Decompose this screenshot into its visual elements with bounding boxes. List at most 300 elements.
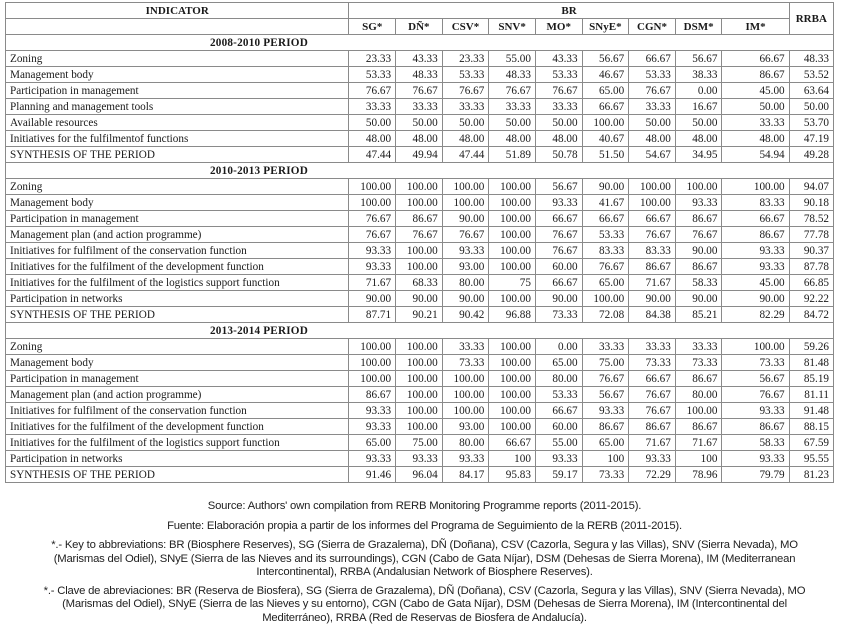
table-row [6, 115, 834, 131]
value-cell: 65.00 [582, 83, 629, 99]
indicator-subheader-blank [6, 19, 349, 35]
value-cell: 48.00 [489, 131, 536, 147]
rrba-value-cell: 78.52 [789, 211, 833, 227]
rrba-value-cell: 91.48 [789, 403, 833, 419]
value-cell: 100.00 [349, 339, 396, 355]
value-cell: 48.00 [349, 131, 396, 147]
value-cell: 75 [489, 275, 536, 291]
rrba-value-cell: 67.59 [789, 435, 833, 451]
value-cell: 76.67 [629, 403, 676, 419]
table-notes [0, 500, 849, 631]
value-cell: 86.67 [629, 419, 676, 435]
value-cell: 100.00 [442, 179, 489, 195]
indicator-label: Zoning [6, 179, 349, 195]
column-header: CSV* [442, 19, 489, 35]
value-cell: 93.33 [722, 243, 789, 259]
table-row [6, 467, 834, 483]
value-cell: 93.33 [349, 451, 396, 467]
value-cell: 54.67 [629, 147, 676, 163]
table-row [6, 227, 834, 243]
value-cell: 90.00 [582, 179, 629, 195]
source-spanish: Fuente: Elaboración propia a partir de los informes del Programa de Seguimiento de la RERB (2011-2015). [167, 519, 682, 532]
value-cell: 93.33 [675, 195, 722, 211]
table-row [6, 99, 834, 115]
value-cell: 33.33 [489, 99, 536, 115]
value-cell: 100 [582, 451, 629, 467]
value-cell: 73.33 [442, 355, 489, 371]
value-cell: 76.67 [349, 211, 396, 227]
value-cell: 58.33 [722, 435, 789, 451]
value-cell: 93.33 [349, 419, 396, 435]
abbreviation-key-spanish: *.- Clave de abreviaciones: BR (Reserva de Biosfera), SG (Sierra de Grazalema), DÑ (Doñana), CSV (Cazorla, Segura y las Villas), SNV (Sierra Nevada), MO (Marismas del Odiel), SNyE (Sierra de las Nieves y su entorno), CGN (Cabo de Gata Níjar), DSM (Dehesas de Sierra Morena), IM (Intercontinental del Mediterráneo), RRBA (Red de Reservas de Biosfera de Andalucía). [43, 584, 806, 624]
value-cell: 65.00 [535, 355, 582, 371]
value-cell: 80.00 [535, 371, 582, 387]
value-cell: 90.42 [442, 307, 489, 323]
indicator-label: Participation in management [6, 371, 349, 387]
indicator-label: Management body [6, 355, 349, 371]
value-cell: 50.00 [489, 115, 536, 131]
table-row [6, 419, 834, 435]
value-cell: 80.00 [675, 387, 722, 403]
value-cell: 40.67 [582, 131, 629, 147]
value-cell: 100 [489, 451, 536, 467]
value-cell: 50.00 [396, 115, 443, 131]
table-body [6, 35, 834, 483]
table-row [6, 435, 834, 451]
value-cell: 66.67 [489, 435, 536, 451]
value-cell: 100.00 [629, 195, 676, 211]
value-cell: 90.00 [675, 291, 722, 307]
rrba-value-cell: 49.28 [789, 147, 833, 163]
table-row [6, 243, 834, 259]
value-cell: 56.67 [535, 179, 582, 195]
value-cell: 51.50 [582, 147, 629, 163]
value-cell: 59.17 [535, 467, 582, 483]
value-cell: 48.00 [675, 131, 722, 147]
value-cell: 33.33 [396, 99, 443, 115]
value-cell: 100.00 [489, 179, 536, 195]
value-cell: 84.17 [442, 467, 489, 483]
value-cell: 53.33 [442, 67, 489, 83]
value-cell: 33.33 [442, 99, 489, 115]
indicator-label: SYNTHESIS OF THE PERIOD [6, 467, 349, 483]
value-cell: 76.67 [582, 259, 629, 275]
value-cell: 93.00 [442, 259, 489, 275]
value-cell: 48.00 [629, 131, 676, 147]
indicators-table [5, 2, 834, 483]
table-row [6, 195, 834, 211]
value-cell: 75.00 [396, 435, 443, 451]
value-cell: 56.67 [582, 387, 629, 403]
value-cell: 76.67 [396, 227, 443, 243]
value-cell: 50.00 [629, 115, 676, 131]
rrba-value-cell: 90.18 [789, 195, 833, 211]
value-cell: 100.00 [582, 291, 629, 307]
indicator-label: Available resources [6, 115, 349, 131]
value-cell: 96.88 [489, 307, 536, 323]
value-cell: 100.00 [489, 227, 536, 243]
indicator-label: Initiatives for the fulfilment of the logistics support function [6, 275, 349, 291]
indicator-label: Participation in management [6, 211, 349, 227]
value-cell: 47.44 [442, 147, 489, 163]
value-cell: 86.67 [349, 387, 396, 403]
value-cell: 60.00 [535, 259, 582, 275]
value-cell: 100.00 [489, 371, 536, 387]
rrba-value-cell: 53.52 [789, 67, 833, 83]
value-cell: 100.00 [442, 371, 489, 387]
value-cell: 56.67 [582, 51, 629, 67]
rrba-value-cell: 59.26 [789, 339, 833, 355]
value-cell: 86.67 [675, 211, 722, 227]
header-row-columns [6, 19, 834, 35]
value-cell: 100.00 [396, 387, 443, 403]
table-row [6, 147, 834, 163]
value-cell: 93.33 [349, 403, 396, 419]
value-cell: 83.33 [722, 195, 789, 211]
value-cell: 38.33 [675, 67, 722, 83]
value-cell: 100.00 [396, 195, 443, 211]
value-cell: 60.00 [535, 419, 582, 435]
value-cell: 100.00 [675, 403, 722, 419]
value-cell: 93.33 [442, 243, 489, 259]
value-cell: 86.67 [722, 67, 789, 83]
table-row [6, 371, 834, 387]
value-cell: 100.00 [349, 371, 396, 387]
period-title: 2010-2013 PERIOD [6, 163, 834, 179]
rrba-value-cell: 48.33 [789, 51, 833, 67]
value-cell: 100.00 [396, 419, 443, 435]
value-cell: 100.00 [629, 179, 676, 195]
indicator-header: INDICATOR [6, 3, 349, 19]
value-cell: 65.00 [349, 435, 396, 451]
value-cell: 100.00 [489, 387, 536, 403]
value-cell: 72.08 [582, 307, 629, 323]
value-cell: 53.33 [629, 67, 676, 83]
column-header: DSM* [675, 19, 722, 35]
value-cell: 90.21 [396, 307, 443, 323]
value-cell: 93.33 [535, 195, 582, 211]
table-row [6, 403, 834, 419]
value-cell: 100.00 [349, 355, 396, 371]
value-cell: 45.00 [722, 83, 789, 99]
value-cell: 100.00 [489, 211, 536, 227]
rrba-value-cell: 50.00 [789, 99, 833, 115]
period-title: 2013-2014 PERIOD [6, 323, 834, 339]
value-cell: 86.67 [722, 227, 789, 243]
table-row [6, 179, 834, 195]
indicator-label: Zoning [6, 339, 349, 355]
value-cell: 84.38 [629, 307, 676, 323]
value-cell: 0.00 [535, 339, 582, 355]
value-cell: 76.67 [629, 387, 676, 403]
indicator-label: Management body [6, 195, 349, 211]
value-cell: 86.67 [629, 259, 676, 275]
value-cell: 56.67 [722, 371, 789, 387]
value-cell: 50.00 [535, 115, 582, 131]
value-cell: 100.00 [442, 387, 489, 403]
value-cell: 58.33 [675, 275, 722, 291]
indicator-label: Initiatives for the fulfilment of the development function [6, 419, 349, 435]
value-cell: 72.29 [629, 467, 676, 483]
table-row [6, 291, 834, 307]
value-cell: 54.94 [722, 147, 789, 163]
value-cell: 96.04 [396, 467, 443, 483]
column-header: MO* [535, 19, 582, 35]
table-row [6, 51, 834, 67]
value-cell: 80.00 [442, 275, 489, 291]
value-cell: 79.79 [722, 467, 789, 483]
value-cell: 53.33 [349, 67, 396, 83]
rrba-value-cell: 66.85 [789, 275, 833, 291]
rrba-value-cell: 47.19 [789, 131, 833, 147]
value-cell: 90.00 [349, 291, 396, 307]
indicator-label: Initiatives for the fulfilmentof functions [6, 131, 349, 147]
rrba-value-cell: 92.22 [789, 291, 833, 307]
value-cell: 55.00 [489, 51, 536, 67]
value-cell: 93.33 [442, 451, 489, 467]
value-cell: 83.33 [629, 243, 676, 259]
value-cell: 100.00 [396, 355, 443, 371]
value-cell: 80.00 [442, 435, 489, 451]
value-cell: 90.00 [535, 291, 582, 307]
value-cell: 86.67 [722, 419, 789, 435]
value-cell: 33.33 [442, 339, 489, 355]
rrba-value-cell: 87.78 [789, 259, 833, 275]
value-cell: 86.67 [675, 259, 722, 275]
value-cell: 50.78 [535, 147, 582, 163]
value-cell: 76.67 [675, 227, 722, 243]
value-cell: 66.67 [722, 211, 789, 227]
value-cell: 53.33 [535, 387, 582, 403]
indicator-label: SYNTHESIS OF THE PERIOD [6, 147, 349, 163]
period-header-row [6, 323, 834, 339]
value-cell: 76.67 [349, 227, 396, 243]
table-row [6, 339, 834, 355]
table-row [6, 275, 834, 291]
value-cell: 76.67 [489, 83, 536, 99]
value-cell: 100.00 [675, 179, 722, 195]
value-cell: 66.67 [629, 211, 676, 227]
rrba-header: RRBA [789, 3, 833, 35]
table-row [6, 131, 834, 147]
table-row [6, 83, 834, 99]
rrba-value-cell: 90.37 [789, 243, 833, 259]
value-cell: 93.33 [582, 403, 629, 419]
column-header: SNV* [489, 19, 536, 35]
period-header-row [6, 163, 834, 179]
indicator-label: Initiatives for the fulfilment of the logistics support function [6, 435, 349, 451]
value-cell: 100.00 [722, 339, 789, 355]
indicator-label: Planning and management tools [6, 99, 349, 115]
indicator-label: Management plan (and action programme) [6, 227, 349, 243]
table-row [6, 67, 834, 83]
value-cell: 34.95 [675, 147, 722, 163]
value-cell: 66.67 [629, 371, 676, 387]
value-cell: 73.33 [629, 355, 676, 371]
value-cell: 86.67 [675, 371, 722, 387]
indicator-label: Zoning [6, 51, 349, 67]
rrba-value-cell: 95.55 [789, 451, 833, 467]
indicator-label: Management plan (and action programme) [6, 387, 349, 403]
value-cell: 100.00 [396, 371, 443, 387]
value-cell: 68.33 [396, 275, 443, 291]
value-cell: 43.33 [396, 51, 443, 67]
value-cell: 93.33 [349, 259, 396, 275]
value-cell: 100.00 [489, 195, 536, 211]
value-cell: 83.33 [582, 243, 629, 259]
value-cell: 76.67 [629, 83, 676, 99]
value-cell: 33.33 [675, 339, 722, 355]
value-cell: 100.00 [349, 179, 396, 195]
value-cell: 100.00 [582, 115, 629, 131]
value-cell: 76.67 [722, 387, 789, 403]
abbreviation-key-english: *.- Key to abbreviations: BR (Biosphere Reserves), SG (Sierra de Grazalema), DÑ (Doñana), CSV (Cazorla, Segura y las Villas), SNV (Sierra Nevada), MO (Marismas del Odiel), SNyE (Sierra de las Nieves and its surroundings), CGN (Cabo de Gata Níjar), DSM (Dehesas de Sierra Morena), IM (Mediterranean Intercontinental), RRBA (Andalusian Network of Biosphere Reserves). [51, 539, 798, 578]
column-header: IM* [722, 19, 789, 35]
value-cell: 82.29 [722, 307, 789, 323]
value-cell: 66.67 [582, 211, 629, 227]
value-cell: 86.67 [396, 211, 443, 227]
indicator-label: Participation in networks [6, 451, 349, 467]
value-cell: 48.00 [535, 131, 582, 147]
value-cell: 73.33 [722, 355, 789, 371]
header-row-top [6, 3, 834, 19]
value-cell: 100.00 [722, 179, 789, 195]
value-cell: 100.00 [396, 403, 443, 419]
value-cell: 48.33 [396, 67, 443, 83]
value-cell: 100.00 [489, 243, 536, 259]
value-cell: 86.67 [582, 419, 629, 435]
value-cell: 90.00 [629, 291, 676, 307]
value-cell: 73.33 [582, 467, 629, 483]
value-cell: 48.00 [396, 131, 443, 147]
table-row [6, 307, 834, 323]
value-cell: 100.00 [442, 403, 489, 419]
value-cell: 93.33 [722, 259, 789, 275]
rrba-value-cell: 94.07 [789, 179, 833, 195]
value-cell: 43.33 [535, 51, 582, 67]
value-cell: 76.67 [349, 83, 396, 99]
value-cell: 48.00 [442, 131, 489, 147]
value-cell: 90.00 [396, 291, 443, 307]
rrba-value-cell: 53.70 [789, 115, 833, 131]
rrba-value-cell: 81.11 [789, 387, 833, 403]
value-cell: 73.33 [675, 355, 722, 371]
value-cell: 33.33 [582, 339, 629, 355]
value-cell: 100.00 [489, 259, 536, 275]
value-cell: 66.67 [722, 51, 789, 67]
table-row [6, 355, 834, 371]
value-cell: 78.96 [675, 467, 722, 483]
value-cell: 90.00 [675, 243, 722, 259]
value-cell: 47.44 [349, 147, 396, 163]
value-cell: 33.33 [629, 99, 676, 115]
indicator-label: Participation in management [6, 83, 349, 99]
value-cell: 76.67 [535, 227, 582, 243]
table-row [6, 387, 834, 403]
source-english: Source: Authors' own compilation from RERB Monitoring Programme reports (2011-2015). [207, 500, 642, 512]
value-cell: 65.00 [582, 275, 629, 291]
table-row [6, 259, 834, 275]
value-cell: 93.33 [629, 451, 676, 467]
value-cell: 100.00 [396, 339, 443, 355]
period-header-row [6, 35, 834, 51]
value-cell: 91.46 [349, 467, 396, 483]
value-cell: 93.33 [535, 451, 582, 467]
value-cell: 87.71 [349, 307, 396, 323]
value-cell: 100.00 [396, 259, 443, 275]
value-cell: 90.00 [722, 291, 789, 307]
rrba-value-cell: 63.64 [789, 83, 833, 99]
value-cell: 66.67 [582, 99, 629, 115]
value-cell: 48.00 [722, 131, 789, 147]
value-cell: 55.00 [535, 435, 582, 451]
indicator-label: SYNTHESIS OF THE PERIOD [6, 307, 349, 323]
value-cell: 100 [675, 451, 722, 467]
value-cell: 45.00 [722, 275, 789, 291]
value-cell: 73.33 [535, 307, 582, 323]
value-cell: 66.67 [535, 211, 582, 227]
value-cell: 100.00 [396, 179, 443, 195]
rrba-value-cell: 81.48 [789, 355, 833, 371]
value-cell: 100.00 [489, 339, 536, 355]
value-cell: 93.33 [722, 403, 789, 419]
value-cell: 71.67 [349, 275, 396, 291]
rrba-value-cell: 77.78 [789, 227, 833, 243]
value-cell: 95.83 [489, 467, 536, 483]
rrba-value-cell: 84.72 [789, 307, 833, 323]
value-cell: 100.00 [489, 355, 536, 371]
value-cell: 90.00 [442, 211, 489, 227]
table-row [6, 211, 834, 227]
value-cell: 100.00 [396, 243, 443, 259]
indicator-label: Initiatives for fulfilment of the conservation function [6, 403, 349, 419]
value-cell: 53.33 [582, 227, 629, 243]
value-cell: 50.00 [349, 115, 396, 131]
value-cell: 16.67 [675, 99, 722, 115]
value-cell: 100.00 [442, 195, 489, 211]
value-cell: 76.67 [442, 83, 489, 99]
indicator-label: Initiatives for the fulfilment of the development function [6, 259, 349, 275]
value-cell: 86.67 [675, 419, 722, 435]
period-title: 2008-2010 PERIOD [6, 35, 834, 51]
value-cell: 48.33 [489, 67, 536, 83]
value-cell: 100.00 [349, 195, 396, 211]
value-cell: 33.33 [349, 99, 396, 115]
value-cell: 76.67 [535, 83, 582, 99]
value-cell: 50.00 [722, 99, 789, 115]
rrba-value-cell: 85.19 [789, 371, 833, 387]
value-cell: 66.67 [535, 403, 582, 419]
value-cell: 93.33 [349, 243, 396, 259]
indicator-label: Participation in networks [6, 291, 349, 307]
indicator-label: Initiatives for fulfilment of the conservation function [6, 243, 349, 259]
value-cell: 71.67 [629, 435, 676, 451]
rrba-value-cell: 81.23 [789, 467, 833, 483]
value-cell: 90.00 [442, 291, 489, 307]
value-cell: 75.00 [582, 355, 629, 371]
column-header: DÑ* [396, 19, 443, 35]
value-cell: 51.89 [489, 147, 536, 163]
value-cell: 76.67 [442, 227, 489, 243]
value-cell: 49.94 [396, 147, 443, 163]
value-cell: 76.67 [629, 227, 676, 243]
value-cell: 93.00 [442, 419, 489, 435]
value-cell: 66.67 [629, 51, 676, 67]
value-cell: 100.00 [489, 403, 536, 419]
value-cell: 71.67 [675, 435, 722, 451]
value-cell: 53.33 [535, 67, 582, 83]
value-cell: 23.33 [349, 51, 396, 67]
